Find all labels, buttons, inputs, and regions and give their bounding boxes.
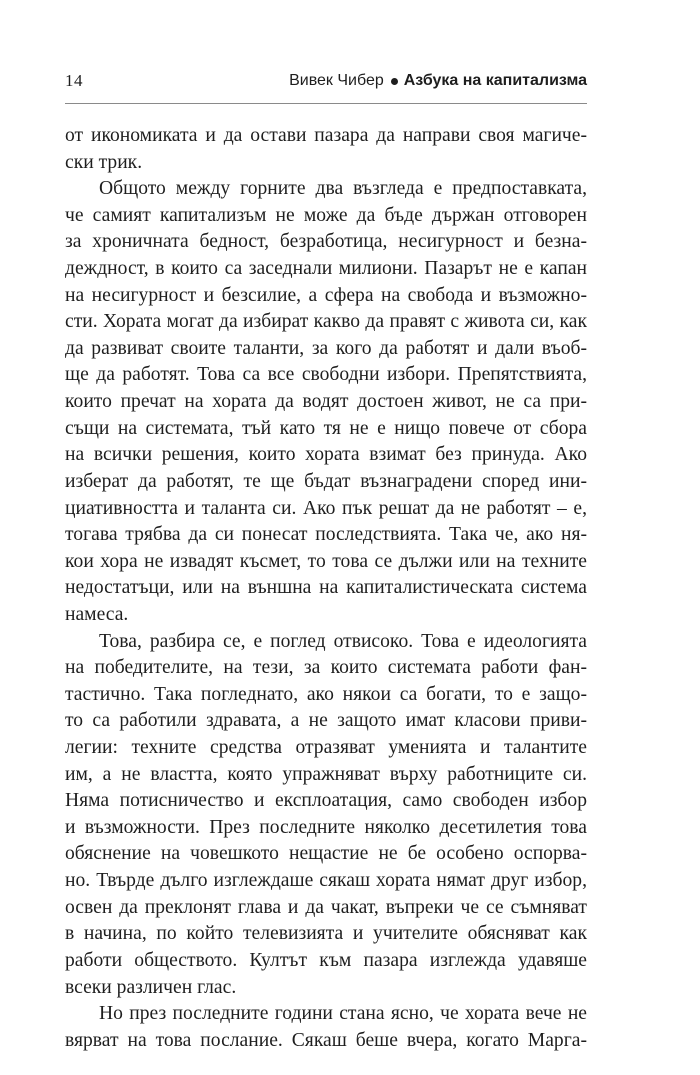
text-line: от икономиката и да остави пазара да направи своя магиче- (65, 125, 587, 146)
text-line: за хроничната бедност, безработица, несигурност и безна- (65, 231, 587, 253)
page-number: 14 (65, 71, 83, 90)
text-line: им, а не властта, която упражняват върху работниците си. (65, 763, 587, 785)
body-text (65, 123, 587, 1054)
text-line: то са работили здравата, а не защото имат класови приви- (65, 710, 587, 732)
text-line: работи обществото. Култът към пазара изглежда удавяше (65, 949, 587, 971)
text-line: кои хора не извадят късмет, то това се дължи или на техните (65, 550, 587, 572)
text-line: недостатъци, или на външна на капиталистическата система (65, 577, 587, 599)
author-name: Вивек Чибер (289, 72, 384, 89)
book-title: Азбука на капитализма (403, 72, 587, 89)
text-line: сти. Хората могат да избират какво да правят с живота си, как (65, 311, 587, 333)
text-line: освен да преклонят глава и да чакат, въпреки че се съмняват (65, 896, 587, 918)
text-line: в начина, по който телевизията и учителите обясняват как (65, 923, 587, 945)
header-divider (65, 103, 587, 104)
text-line: да развиват своите таланти, за кого да работят и дали въоб- (65, 337, 587, 359)
paragraph (65, 123, 587, 176)
text-line: вярват на това послание. Сякаш беше вчера, когато Марга- (65, 1029, 587, 1051)
text-line: ски трик. (65, 151, 143, 173)
paragraph (65, 629, 587, 1002)
bullet-separator-icon (391, 78, 398, 85)
text-line: Общото между горните два възгледа е предпоставката, (99, 178, 587, 200)
text-line: но. Твърде дълго изглеждаше сякаш хората нямат друг избор, (65, 870, 587, 892)
text-line: на несигурност и безсилие, а сфера на свобода и възможно- (65, 284, 587, 306)
text-line: тогава трябва да си понесат последствията. Така че, ако ня- (65, 524, 587, 546)
text-line: ще да работят. Това са все свободни избори. Препятствията, (65, 364, 587, 386)
text-line: обяснение на човешкото нещастие не бе особено оспорва- (65, 843, 587, 865)
running-header (65, 68, 587, 94)
text-line: и възможности. През последните няколко десетилетия това (65, 816, 587, 838)
text-line: деждност, в които са заседнали милиони. Пазарът не е капан (65, 258, 587, 280)
text-line: намеса. (65, 603, 129, 625)
text-line: циативността и таланта си. Ако пък решат да не работят – е, (65, 497, 587, 519)
running-title (289, 72, 587, 90)
text-line: същи на системата, тъй като тя не е нищо повече от сбора (65, 417, 587, 439)
paragraph (65, 1001, 587, 1054)
text-line: легии: техните средства отразяват уменията и талантите (65, 737, 587, 759)
text-line: които пречат на хората да водят достоен живот, не са при- (65, 391, 587, 413)
text-line: изберат да работят, те ще бъдат възнаградени според ини- (65, 470, 587, 492)
paragraph (65, 176, 587, 628)
text-line: Това, разбира се, е поглед отвисоко. Това е идеологията (99, 630, 587, 652)
text-line: тастично. Така погледнато, ако някои са богати, то е защо- (65, 683, 587, 705)
text-line: че самият капитализъм не може да бъде държан отговорен (65, 204, 587, 226)
text-line: Няма потисничество и експлоатация, само свободен избор (65, 790, 587, 812)
text-line: на всички решения, които хората взимат без принуда. Ако (65, 444, 587, 466)
text-line: Но през последните години стана ясно, че хората вече не (99, 1003, 587, 1025)
text-line: всеки различен глас. (65, 976, 237, 998)
text-line: на победителите, на тези, за които системата работи фан- (65, 657, 587, 679)
